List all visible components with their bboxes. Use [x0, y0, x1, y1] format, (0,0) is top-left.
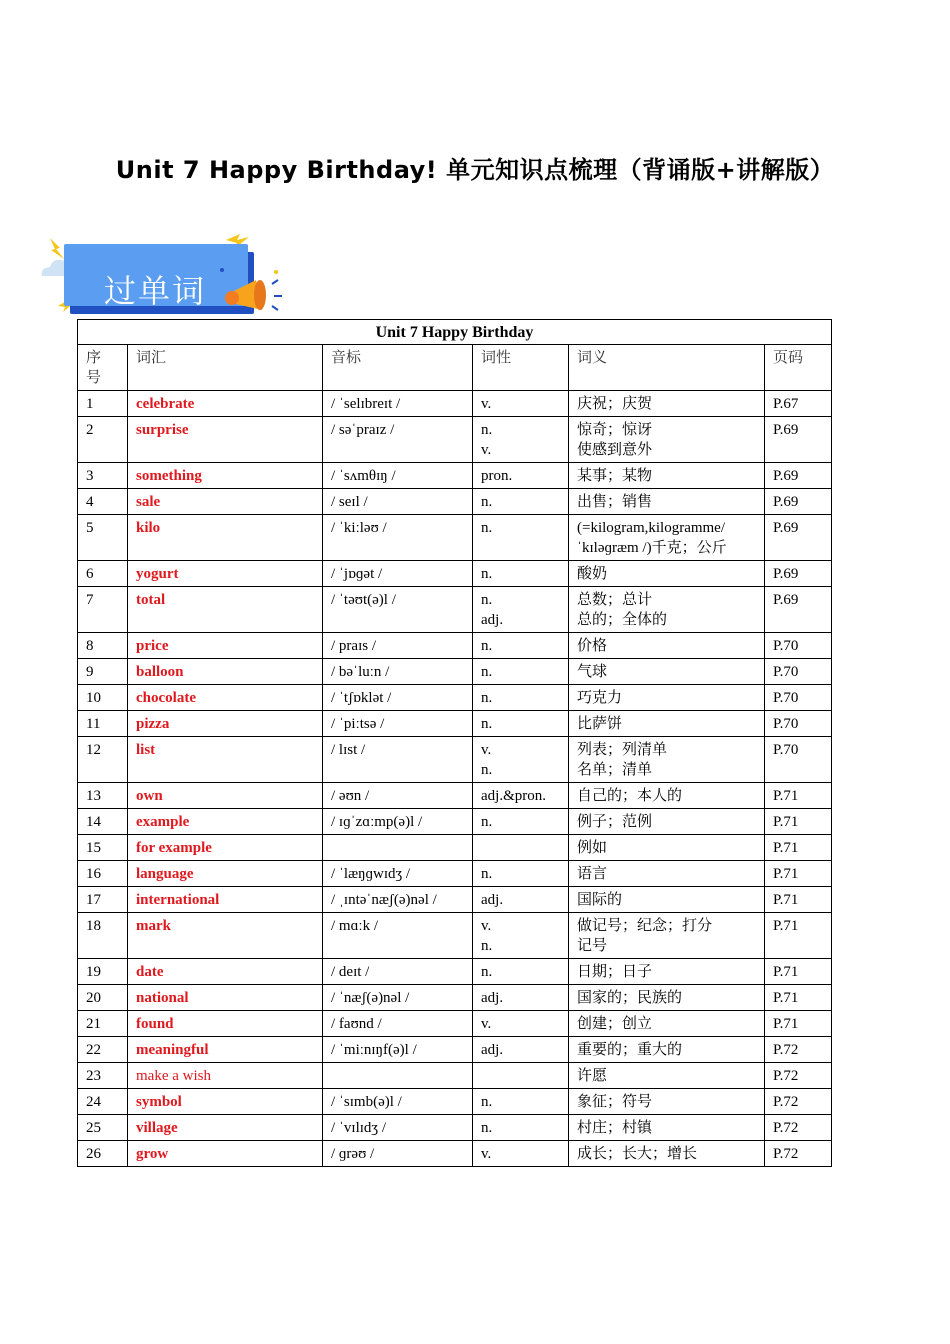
page-ref: P.70 — [765, 659, 832, 685]
part-of-speech — [473, 561, 569, 587]
header-phonetic: 音标 — [323, 345, 473, 391]
vocab-word: pizza — [128, 711, 323, 737]
part-of-speech — [473, 711, 569, 737]
meaning-line: 庆祝；庆贺 — [577, 396, 653, 412]
header-page: 页码 — [765, 345, 832, 391]
table-caption: Unit 7 Happy Birthday — [78, 320, 832, 345]
row-number: 16 — [78, 861, 128, 887]
meaning — [569, 913, 765, 959]
meaning-line: 总数；总计 — [577, 592, 653, 608]
meaning-line: 价格 — [577, 638, 608, 654]
meaning-line: 自己的；本人的 — [577, 788, 683, 804]
header-pos: 词性 — [473, 345, 569, 391]
page-ref: P.71 — [765, 809, 832, 835]
meaning-line: 总的；全体的 — [577, 612, 668, 628]
meaning-line: 气球 — [577, 664, 608, 680]
phonetic: / ˈjɒɡət / — [323, 561, 473, 587]
pos-line: n. — [481, 716, 493, 732]
page-ref: P.70 — [765, 633, 832, 659]
header-num: 序 号 — [78, 345, 128, 391]
phonetic: / səˈpraɪz / — [323, 417, 473, 463]
part-of-speech — [473, 659, 569, 685]
meaning-line: 记号 — [577, 938, 608, 954]
vocab-word: chocolate — [128, 685, 323, 711]
pos-line: n. — [481, 566, 493, 582]
meaning-line: 例子；范例 — [577, 814, 653, 830]
page-ref: P.72 — [765, 1037, 832, 1063]
meaning-line: 创建；创立 — [577, 1016, 653, 1032]
table-row — [78, 913, 832, 959]
pos-line: adj. — [481, 892, 504, 908]
meaning-line: 许愿 — [577, 1068, 608, 1084]
vocab-word: balloon — [128, 659, 323, 685]
row-number: 15 — [78, 835, 128, 861]
phonetic: / seɪl / — [323, 489, 473, 515]
meaning — [569, 711, 765, 737]
part-of-speech — [473, 587, 569, 633]
header-meaning: 词义 — [569, 345, 765, 391]
vocab-word: own — [128, 783, 323, 809]
meaning — [569, 835, 765, 861]
row-number: 19 — [78, 959, 128, 985]
table-row — [78, 1011, 832, 1037]
meaning-line: 例如 — [577, 840, 608, 856]
meaning — [569, 463, 765, 489]
table-row — [78, 1089, 832, 1115]
vocab-word: international — [128, 887, 323, 913]
part-of-speech — [473, 1037, 569, 1063]
phonetic: / ˈsɪmb(ə)l / — [323, 1089, 473, 1115]
table-row — [78, 391, 832, 417]
pos-line: n. — [481, 964, 493, 980]
part-of-speech — [473, 1141, 569, 1167]
vocab-word: sale — [128, 489, 323, 515]
pos-line: v. — [481, 396, 492, 412]
vocab-word: make a wish — [128, 1063, 323, 1089]
page-ref: P.71 — [765, 783, 832, 809]
meaning — [569, 1063, 765, 1089]
row-number: 23 — [78, 1063, 128, 1089]
phonetic: / ˈvɪlɪdʒ / — [323, 1115, 473, 1141]
meaning-line: 象征；符号 — [577, 1094, 653, 1110]
vocab-word: example — [128, 809, 323, 835]
meaning — [569, 809, 765, 835]
table-caption-row — [78, 320, 832, 345]
row-number: 11 — [78, 711, 128, 737]
vocab-word: found — [128, 1011, 323, 1037]
meaning-line: 成长；长大；增长 — [577, 1146, 698, 1162]
meaning — [569, 1037, 765, 1063]
part-of-speech — [473, 1063, 569, 1089]
row-number: 26 — [78, 1141, 128, 1167]
row-number: 9 — [78, 659, 128, 685]
pos-line: n. — [481, 494, 493, 510]
page-ref: P.72 — [765, 1089, 832, 1115]
pos-line: adj.&pron. — [481, 788, 546, 804]
part-of-speech — [473, 685, 569, 711]
part-of-speech — [473, 1011, 569, 1037]
part-of-speech — [473, 783, 569, 809]
table-row — [78, 1141, 832, 1167]
table-row — [78, 515, 832, 561]
vocab-word: language — [128, 861, 323, 887]
row-number: 18 — [78, 913, 128, 959]
vocab-word: date — [128, 959, 323, 985]
meaning-line: 语言 — [577, 866, 608, 882]
meaning — [569, 1089, 765, 1115]
phonetic: / ˈsʌmθɪŋ / — [323, 463, 473, 489]
section-badge-label: 过单词 — [104, 272, 207, 310]
vocab-word: total — [128, 587, 323, 633]
meaning-line: 惊奇；惊讶 — [577, 422, 653, 438]
table-row — [78, 463, 832, 489]
vocab-word: national — [128, 985, 323, 1011]
part-of-speech — [473, 861, 569, 887]
meaning-line: 村庄；村镇 — [577, 1120, 653, 1136]
vocab-word: symbol — [128, 1089, 323, 1115]
part-of-speech — [473, 959, 569, 985]
vocab-word: surprise — [128, 417, 323, 463]
phonetic: / ˈtʃɒklət / — [323, 685, 473, 711]
meaning — [569, 659, 765, 685]
pos-line: n. — [481, 592, 493, 608]
row-number: 2 — [78, 417, 128, 463]
phonetic: / faʊnd / — [323, 1011, 473, 1037]
pos-line: n. — [481, 1120, 493, 1136]
pos-line: n. — [481, 664, 493, 680]
page-ref: P.70 — [765, 737, 832, 783]
row-number: 6 — [78, 561, 128, 587]
table-row — [78, 783, 832, 809]
pos-line: n. — [481, 638, 493, 654]
page-ref: P.71 — [765, 835, 832, 861]
table-row — [78, 1037, 832, 1063]
pos-line: n. — [481, 762, 493, 778]
table-row — [78, 809, 832, 835]
row-number: 8 — [78, 633, 128, 659]
meaning — [569, 1011, 765, 1037]
phonetic: / ˈnæʃ(ə)nəl / — [323, 985, 473, 1011]
phonetic: / ˈselɪbreɪt / — [323, 391, 473, 417]
pos-line: v. — [481, 1016, 492, 1032]
part-of-speech — [473, 515, 569, 561]
meaning — [569, 985, 765, 1011]
row-number: 24 — [78, 1089, 128, 1115]
phonetic: / lɪst / — [323, 737, 473, 783]
meaning — [569, 783, 765, 809]
page-ref: P.69 — [765, 515, 832, 561]
meaning-line: 日期；日子 — [577, 964, 653, 980]
meaning — [569, 489, 765, 515]
table-row — [78, 1063, 832, 1089]
meaning-line: 酸奶 — [577, 566, 608, 582]
row-number: 21 — [78, 1011, 128, 1037]
pos-line: n. — [481, 690, 493, 706]
page-title: Unit 7 Happy Birthday! 单元知识点梳理（背诵版+讲解版） — [115, 156, 835, 184]
part-of-speech — [473, 1115, 569, 1141]
phonetic: / ˌɪntəˈnæʃ(ə)nəl / — [323, 887, 473, 913]
row-number: 1 — [78, 391, 128, 417]
row-number: 20 — [78, 985, 128, 1011]
pos-line: n. — [481, 520, 493, 536]
phonetic: / ˈkiːləʊ / — [323, 515, 473, 561]
row-number: 5 — [78, 515, 128, 561]
vocab-table — [77, 319, 832, 1167]
meaning — [569, 391, 765, 417]
part-of-speech — [473, 1089, 569, 1115]
page-ref: P.72 — [765, 1063, 832, 1089]
vocab-word: celebrate — [128, 391, 323, 417]
pos-line: n. — [481, 814, 493, 830]
meaning-line: 巧克力 — [577, 690, 623, 706]
vocab-word: for example — [128, 835, 323, 861]
pos-line: v. — [481, 1146, 492, 1162]
table-row — [78, 887, 832, 913]
table-row — [78, 1115, 832, 1141]
phonetic: / ˈlæŋɡwɪdʒ / — [323, 861, 473, 887]
pos-line: adj. — [481, 990, 504, 1006]
meaning-line: ˈkɪləɡræm /)千克；公斤 — [577, 540, 727, 556]
row-number: 3 — [78, 463, 128, 489]
row-number: 12 — [78, 737, 128, 783]
page-ref: P.71 — [765, 959, 832, 985]
meaning — [569, 737, 765, 783]
table-row — [78, 737, 832, 783]
phonetic: / ɪɡˈzɑːmp(ə)l / — [323, 809, 473, 835]
meaning — [569, 887, 765, 913]
phonetic: / mɑːk / — [323, 913, 473, 959]
row-number: 25 — [78, 1115, 128, 1141]
meaning — [569, 861, 765, 887]
meaning-line: 名单；清单 — [577, 762, 653, 778]
table-row — [78, 985, 832, 1011]
table-row — [78, 685, 832, 711]
vocab-word: yogurt — [128, 561, 323, 587]
page-ref: P.72 — [765, 1115, 832, 1141]
pos-line: n. — [481, 1094, 493, 1110]
table-row — [78, 861, 832, 887]
row-number: 4 — [78, 489, 128, 515]
phonetic: / ˈpiːtsə / — [323, 711, 473, 737]
meaning-line: 重要的；重大的 — [577, 1042, 683, 1058]
meaning-line: 做记号；纪念；打分 — [577, 918, 713, 934]
part-of-speech — [473, 737, 569, 783]
table-row — [78, 835, 832, 861]
table-row — [78, 959, 832, 985]
phonetic: / ˈtəʊt(ə)l / — [323, 587, 473, 633]
pos-line: v. — [481, 742, 492, 758]
pos-line: n. — [481, 422, 493, 438]
meaning — [569, 685, 765, 711]
table-row — [78, 561, 832, 587]
row-number: 22 — [78, 1037, 128, 1063]
page-ref: P.70 — [765, 711, 832, 737]
page-ref: P.71 — [765, 887, 832, 913]
page-ref: P.72 — [765, 1141, 832, 1167]
row-number: 10 — [78, 685, 128, 711]
meaning-line: 使感到意外 — [577, 442, 653, 458]
meaning-line: (=kilogram,kilogramme/ — [577, 520, 726, 536]
meaning-line: 国际的 — [577, 892, 623, 908]
page-ref: P.69 — [765, 463, 832, 489]
meaning-line: 比萨饼 — [577, 716, 623, 732]
meaning-line: 国家的；民族的 — [577, 990, 683, 1006]
page-ref: P.67 — [765, 391, 832, 417]
meaning-line: 出售；销售 — [577, 494, 653, 510]
page-ref: P.71 — [765, 913, 832, 959]
vocab-word: village — [128, 1115, 323, 1141]
vocab-word: something — [128, 463, 323, 489]
table-row — [78, 659, 832, 685]
pos-line: v. — [481, 918, 492, 934]
phonetic: / əʊn / — [323, 783, 473, 809]
page-ref: P.71 — [765, 861, 832, 887]
phonetic — [323, 1063, 473, 1089]
pos-line: adj. — [481, 612, 504, 628]
vocab-word: grow — [128, 1141, 323, 1167]
part-of-speech — [473, 887, 569, 913]
page-ref: P.69 — [765, 587, 832, 633]
part-of-speech — [473, 985, 569, 1011]
meaning — [569, 1115, 765, 1141]
pos-line: adj. — [481, 1042, 504, 1058]
table-row — [78, 587, 832, 633]
table-header-row — [78, 345, 832, 391]
header-word: 词汇 — [128, 345, 323, 391]
meaning — [569, 587, 765, 633]
part-of-speech — [473, 633, 569, 659]
meaning-line: 列表；列清单 — [577, 742, 668, 758]
page-ref: P.71 — [765, 985, 832, 1011]
meaning — [569, 417, 765, 463]
page-ref: P.69 — [765, 417, 832, 463]
row-number: 17 — [78, 887, 128, 913]
row-number: 13 — [78, 783, 128, 809]
part-of-speech — [473, 463, 569, 489]
lightning-icon — [50, 238, 64, 259]
phonetic: / deɪt / — [323, 959, 473, 985]
vocab-word: meaningful — [128, 1037, 323, 1063]
vocab-word: list — [128, 737, 323, 783]
phonetic: / praɪs / — [323, 633, 473, 659]
part-of-speech — [473, 489, 569, 515]
vocab-word: kilo — [128, 515, 323, 561]
phonetic — [323, 835, 473, 861]
table-row — [78, 633, 832, 659]
page-ref: P.69 — [765, 561, 832, 587]
meaning-line: 某事；某物 — [577, 468, 653, 484]
vocab-word: mark — [128, 913, 323, 959]
meaning — [569, 959, 765, 985]
phonetic: / ˈmiːnɪŋf(ə)l / — [323, 1037, 473, 1063]
row-number: 14 — [78, 809, 128, 835]
phonetic: / ɡrəʊ / — [323, 1141, 473, 1167]
part-of-speech — [473, 809, 569, 835]
table-row — [78, 711, 832, 737]
page-ref: P.71 — [765, 1011, 832, 1037]
page-ref: P.70 — [765, 685, 832, 711]
meaning — [569, 515, 765, 561]
part-of-speech — [473, 835, 569, 861]
page-ref: P.69 — [765, 489, 832, 515]
pos-line: n. — [481, 866, 493, 882]
pos-line: pron. — [481, 468, 513, 484]
part-of-speech — [473, 417, 569, 463]
meaning — [569, 633, 765, 659]
pos-line: n. — [481, 938, 493, 954]
table-row — [78, 489, 832, 515]
meaning — [569, 561, 765, 587]
vocab-word: price — [128, 633, 323, 659]
meaning — [569, 1141, 765, 1167]
phonetic: / bəˈluːn / — [323, 659, 473, 685]
part-of-speech — [473, 391, 569, 417]
pos-line: v. — [481, 442, 492, 458]
part-of-speech — [473, 913, 569, 959]
row-number: 7 — [78, 587, 128, 633]
table-row — [78, 417, 832, 463]
